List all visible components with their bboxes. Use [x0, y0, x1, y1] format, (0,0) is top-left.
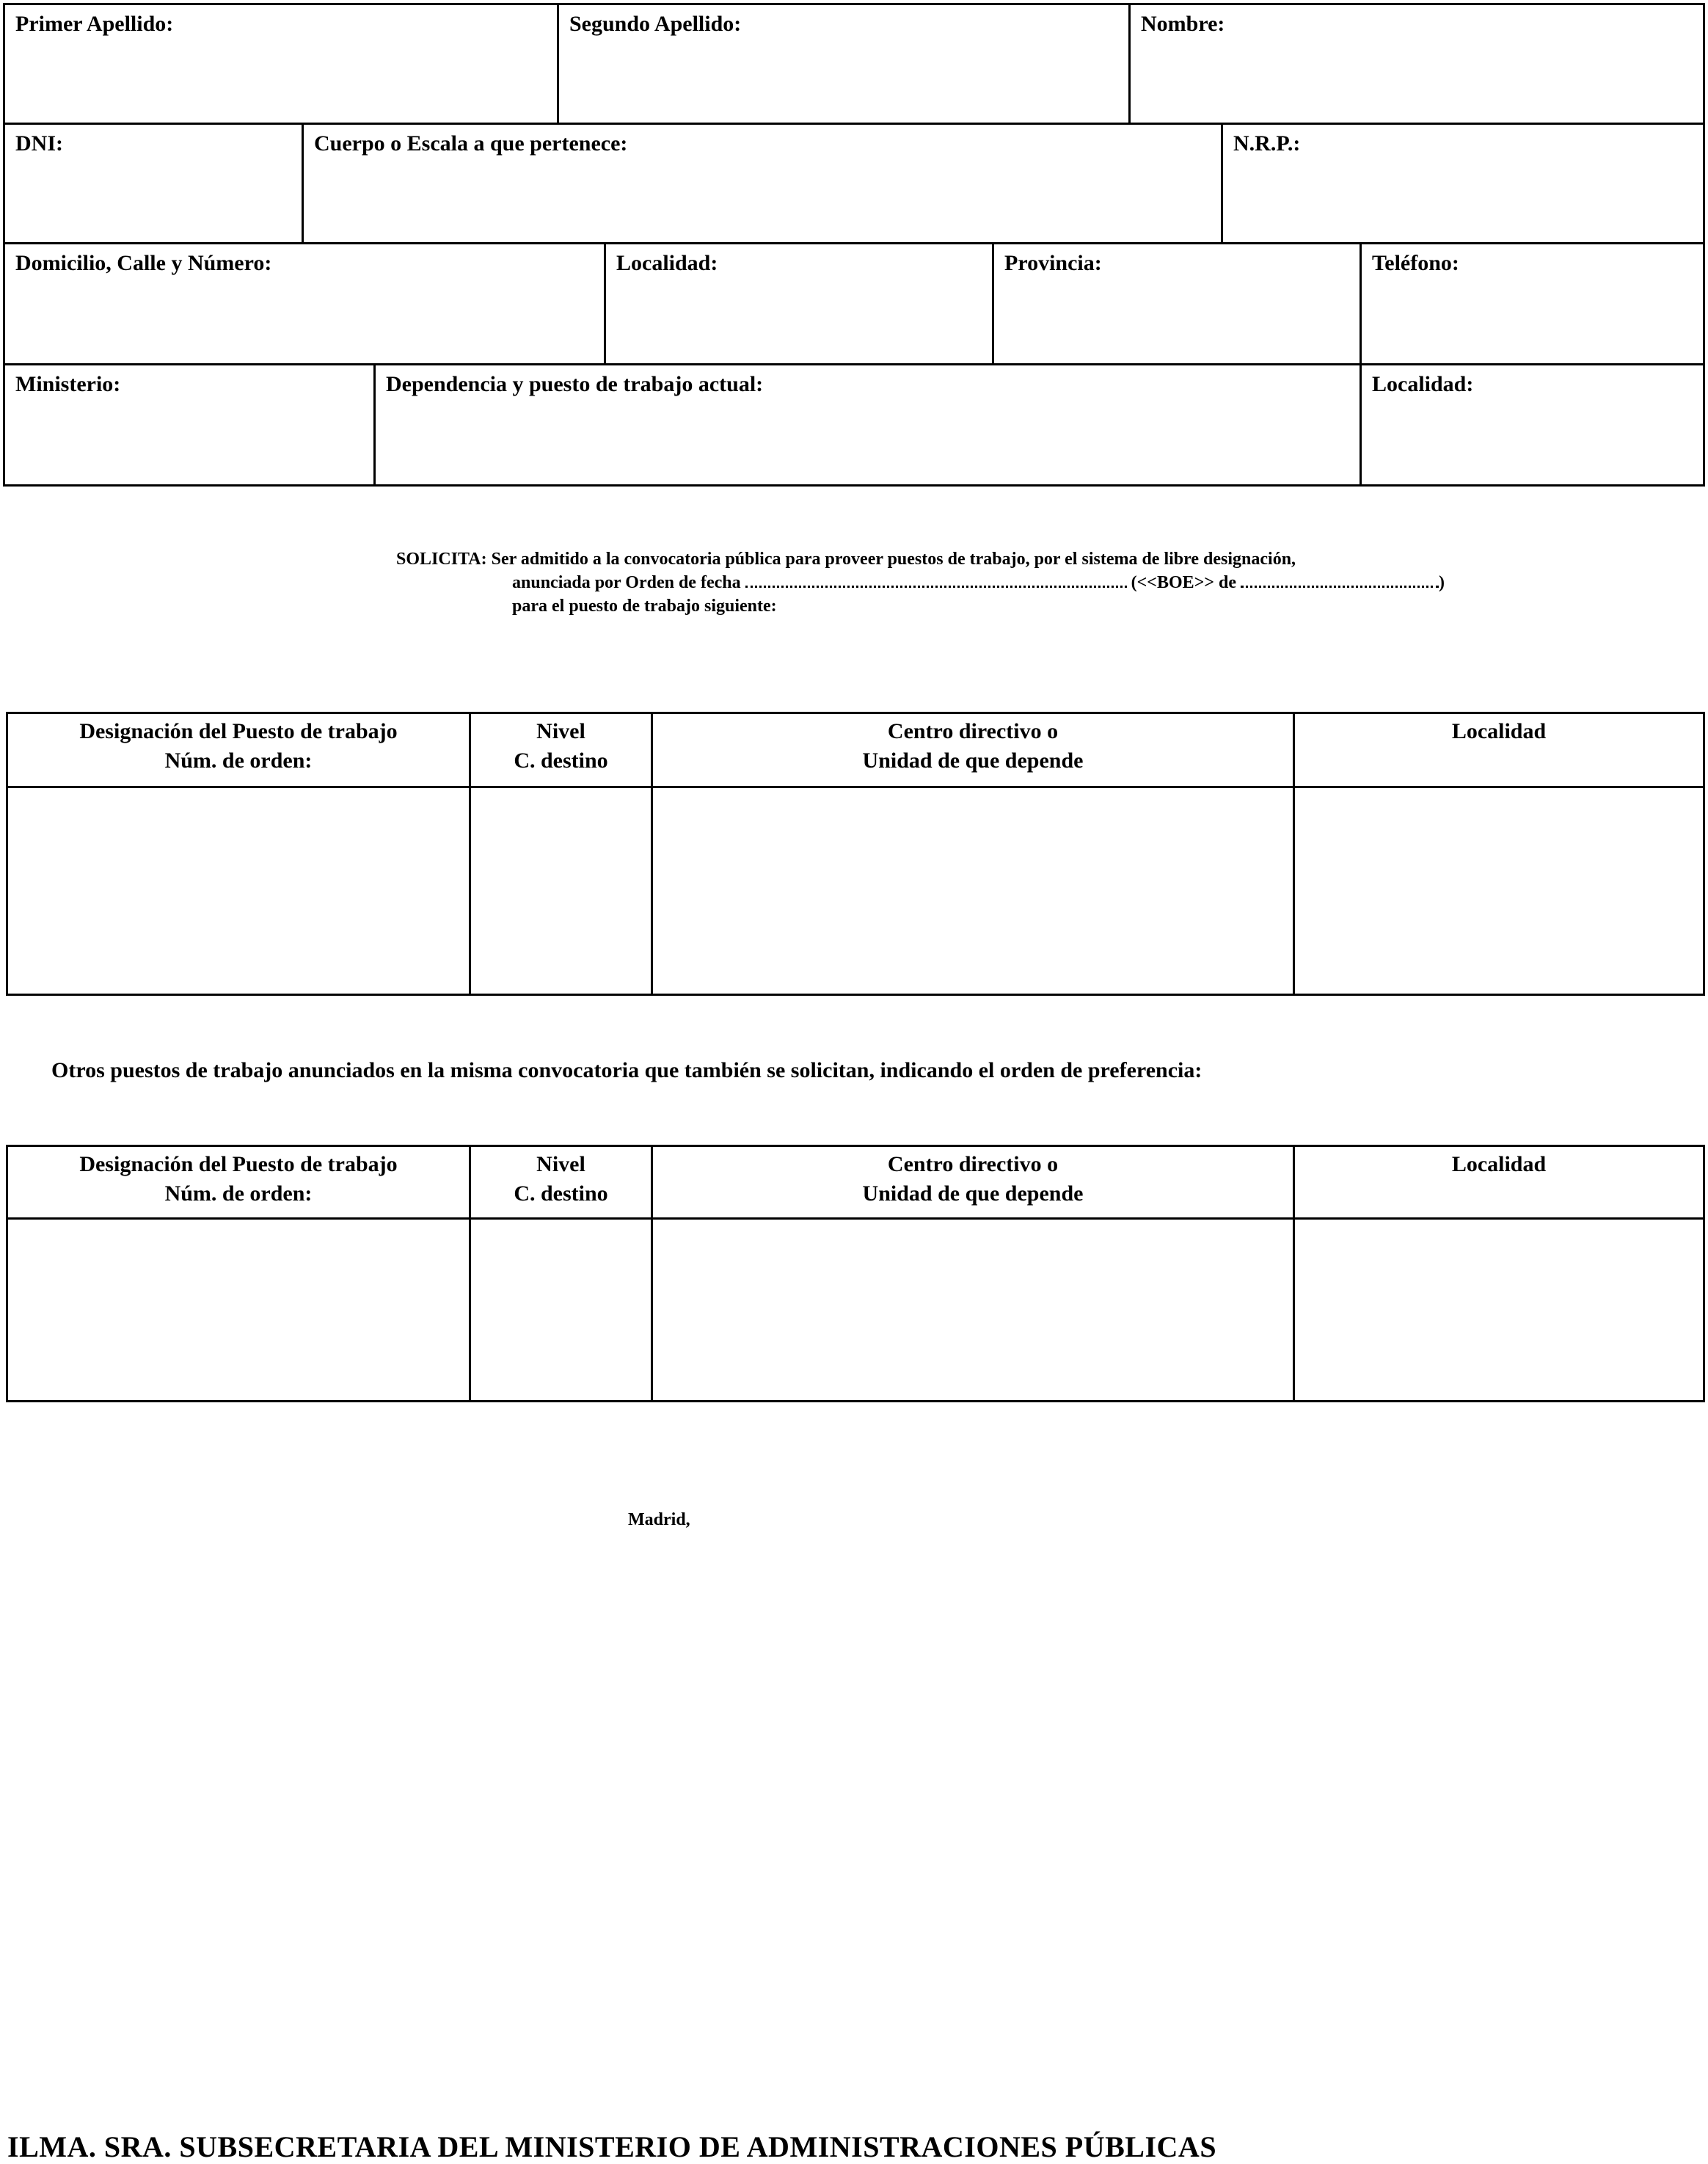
th-nivel-line2: C. destino — [514, 748, 608, 773]
cuerpo-escala-label: Cuerpo o Escala a que pertenece: — [314, 131, 628, 156]
segundo-apellido-field[interactable] — [557, 3, 1131, 125]
td-centro[interactable] — [651, 786, 1295, 996]
solicita-line-2 — [512, 571, 1445, 594]
td2-designacion[interactable] — [6, 1217, 471, 1402]
th-nivel — [469, 712, 653, 788]
solicita-line-1: Ser admitido a la convocatoria pública para proveer puestos de trabajo, por el sistema de libre designación, — [491, 550, 1296, 569]
segundo-apellido-label: Segundo Apellido: — [569, 12, 742, 36]
ministerio-label: Ministerio: — [15, 372, 121, 396]
nrp-label: N.R.P.: — [1233, 131, 1301, 156]
th2-centro-line1: Centro directivo o — [887, 1152, 1059, 1176]
telefono-label: Teléfono: — [1372, 251, 1459, 275]
solicita-line-2c: ) — [1438, 573, 1445, 592]
th2-nivel-line2: C. destino — [514, 1181, 608, 1206]
th2-localidad — [1293, 1145, 1705, 1220]
solicita-line-2b: (<<BOE>> de — [1131, 573, 1236, 592]
th-nivel-line1: Nivel — [536, 719, 585, 743]
td2-nivel[interactable] — [469, 1217, 653, 1402]
td-nivel[interactable] — [469, 786, 653, 996]
fecha-boe-blank[interactable] — [1241, 571, 1439, 588]
localidad-domicilio-label: Localidad: — [616, 251, 718, 275]
localidad-actual-label: Localidad: — [1372, 372, 1474, 396]
th2-designacion-line1: Designación del Puesto de trabajo — [79, 1152, 398, 1176]
nrp-field[interactable] — [1221, 123, 1705, 244]
dependencia-field[interactable] — [373, 363, 1362, 487]
primer-apellido-label: Primer Apellido: — [15, 12, 174, 36]
th-localidad-line1: Localidad — [1451, 719, 1547, 743]
th2-nivel — [469, 1145, 653, 1220]
th2-centro — [651, 1145, 1295, 1220]
th-localidad — [1293, 712, 1705, 788]
th-centro — [651, 712, 1295, 788]
domicilio-field[interactable] — [3, 242, 606, 365]
th-designacion — [6, 712, 471, 788]
localidad-actual-field[interactable] — [1360, 363, 1705, 487]
th-designacion-line1: Designación del Puesto de trabajo — [79, 719, 398, 743]
provincia-field[interactable] — [992, 242, 1362, 365]
th2-centro-line2: Unidad de que depende — [862, 1181, 1084, 1206]
fecha-orden-blank[interactable] — [745, 571, 1127, 588]
nombre-field[interactable] — [1128, 3, 1705, 125]
th2-nivel-line1: Nivel — [536, 1152, 585, 1176]
solicita-line-2a: anunciada por Orden de fecha — [512, 573, 741, 592]
td-localidad[interactable] — [1293, 786, 1705, 996]
th-centro-line2: Unidad de que depende — [862, 748, 1084, 773]
th-centro-line1: Centro directivo o — [887, 719, 1059, 743]
td2-centro[interactable] — [651, 1217, 1295, 1402]
solicita-keyword: SOLICITA: — [396, 550, 487, 569]
dependencia-label: Dependencia y puesto de trabajo actual: — [386, 372, 764, 396]
domicilio-label: Domicilio, Calle y Número: — [15, 251, 272, 275]
th2-designacion — [6, 1145, 471, 1220]
localidad-domicilio-field[interactable] — [604, 242, 994, 365]
dni-label: DNI: — [15, 131, 63, 156]
td-designacion[interactable] — [6, 786, 471, 996]
provincia-label: Provincia: — [1004, 251, 1102, 275]
primer-apellido-field[interactable] — [3, 3, 559, 125]
th-designacion-line2: Núm. de orden: — [164, 748, 313, 773]
td2-localidad[interactable] — [1293, 1217, 1705, 1402]
th2-localidad-line1: Localidad — [1451, 1152, 1547, 1176]
th2-designacion-line2: Núm. de orden: — [164, 1181, 313, 1206]
nombre-label: Nombre: — [1141, 12, 1225, 36]
cuerpo-escala-field[interactable] — [302, 123, 1223, 244]
telefono-field[interactable] — [1360, 242, 1705, 365]
otros-puestos-text: Otros puestos de trabajo anunciados en la misma convocatoria que también se solicitan, indicando el orden de preferencia: — [51, 1058, 1202, 1082]
madrid-signature-line: Madrid, — [628, 1510, 690, 1529]
dni-field[interactable] — [3, 123, 304, 244]
ministerio-field[interactable] — [3, 363, 376, 487]
solicita-line-3: para el puesto de trabajo siguiente: — [512, 597, 777, 616]
footer-addressee: ILMA. SRA. SUBSECRETARIA DEL MINISTERIO DE ADMINISTRACIONES PÚBLICAS — [7, 2130, 1217, 2163]
